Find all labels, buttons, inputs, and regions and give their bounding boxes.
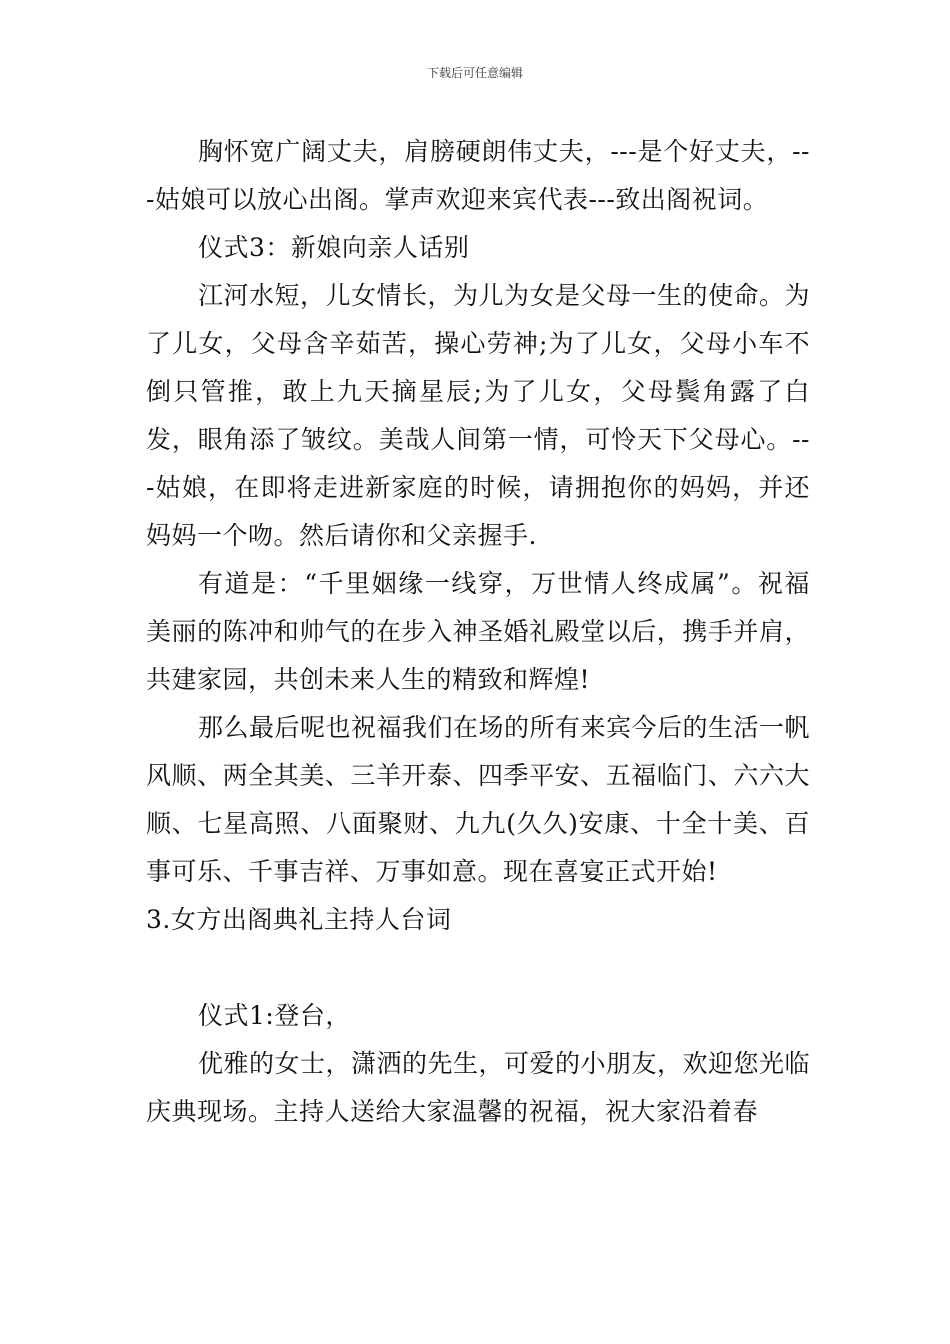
- paragraph-welcome: 优雅的女士，潇洒的先生，可爱的小朋友，欢迎您光临庆典现场。主持人送给大家温馨的祝福，祝大家沿着春: [146, 1049, 811, 1126]
- paragraph-final-wishes: 那么最后呢也祝福我们在场的所有来宾今后的生活一帆风顺、两全其美、三羊开泰、四季平安、五福临门、六六大顺、七星高照、八面聚财、九九(久久)安康、十全十美、百事可乐、千事吉祥、万事如意。现在喜宴正式开始!: [146, 713, 811, 886]
- page-header: 下载后可任意编辑: [426, 66, 523, 80]
- paragraph-groom-praise: 胸怀宽广阔丈夫，肩膀硬朗伟丈夫，---是个好丈夫，---姑娘可以放心出阁。掌声欢迎来宾代表---致出阁祝词。: [146, 137, 810, 214]
- section-heading-ritual-1: 仪式1:登台，: [198, 1001, 351, 1030]
- section-title-3: 3.女方出阁典礼主持人台词: [146, 905, 452, 934]
- paragraph-blessing: 有道是：“千里姻缘一线穿，万世情人终成属”。祝福美丽的陈冲和帅气的在步入神圣婚礼殿堂以后，携手并肩，共建家园，共创未来人生的精致和辉煌!: [146, 569, 810, 694]
- blank-line: [146, 944, 810, 992]
- paragraph-parents: 江河水短，儿女情长，为儿为女是父母一生的使命。为了儿女，父母含辛茹苦，操心劳神;为了儿女，父母小车不倒只管推，敢上九天摘星辰;为了儿女，父母鬓角露了白发，眼角添了皱纹。美哉人间第一情，可怜天下父母心。---姑娘，在即将走进新家庭的时候，请拥抱你的妈妈，并还妈妈一个吻。然后请你和父亲握手.: [146, 281, 811, 550]
- document-body: [146, 128, 810, 1136]
- section-heading-ritual-3: 仪式3：新娘向亲人话别: [198, 233, 470, 262]
